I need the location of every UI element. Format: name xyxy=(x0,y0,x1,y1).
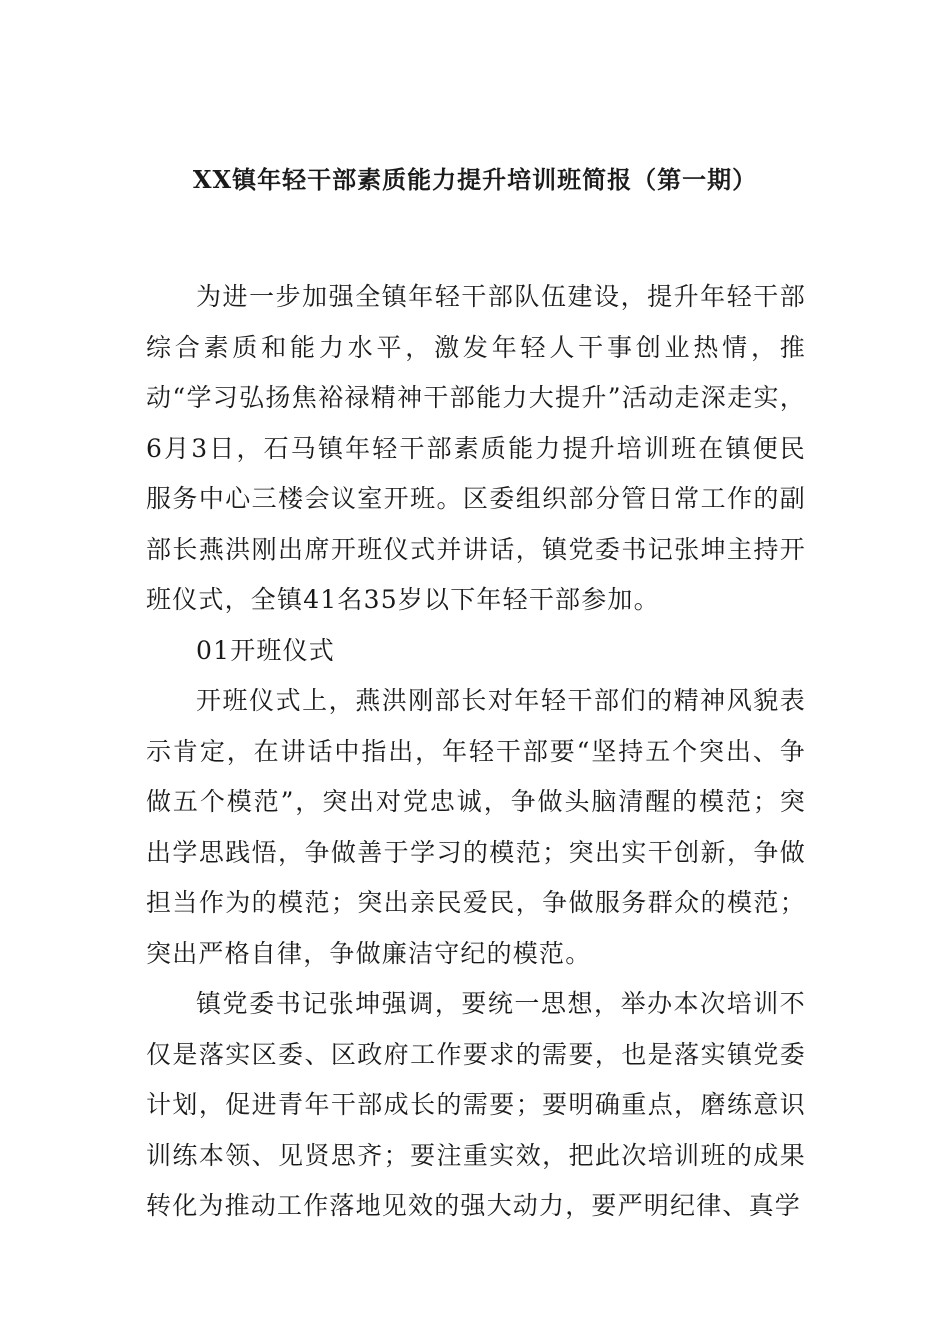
paragraph-intro: 为进一步加强全镇年轻干部队伍建设，提升年轻干部综合素质和能力水平，激发年轻人干事创业热情，推动“学习弘扬焦裕禄精神干部能力大提升”活动走深走实，6月3日，石马镇年轻干部素质能力提升培训班在镇便民服务中心三楼会议室开班。区委组织部分管日常工作的副部长燕洪刚出席开班仪式并讲话，镇党委书记张坤主持开班仪式，全镇41名35岁以下年轻干部参加。 xyxy=(146,282,806,614)
paragraph-opening-ceremony: 开班仪式上，燕洪刚部长对年轻干部们的精神风貌表示肯定，在讲话中指出，年轻干部要“坚持五个突出、争做五个模范”，突出对党忠诚，争做头脑清醒的模范；突出学思践悟，争做善于学习的模范；突出实干创新，争做担当作为的模范；突出亲民爱民，争做服务群众的模范；突出严格自律，争做廉洁守纪的模范。 xyxy=(146,686,806,968)
document-title: XX镇年轻干部素质能力提升培训班简报（第一期） xyxy=(192,165,758,194)
section-heading-opening-ceremony: 01开班仪式 xyxy=(196,635,336,665)
document-body xyxy=(146,272,806,1232)
paragraph-party-secretary: 镇党委书记张坤强调，要统一思想，举办本次培训不仅是落实区委、区政府工作要求的需要，也是落实镇党委计划，促进青年干部成长的需要；要明确重点，磨练意识训练本领、见贤思齐；要注重实效，把此次培训班的成果转化为推动工作落地见效的强大动力，要严明纪律、真学 xyxy=(146,989,806,1220)
